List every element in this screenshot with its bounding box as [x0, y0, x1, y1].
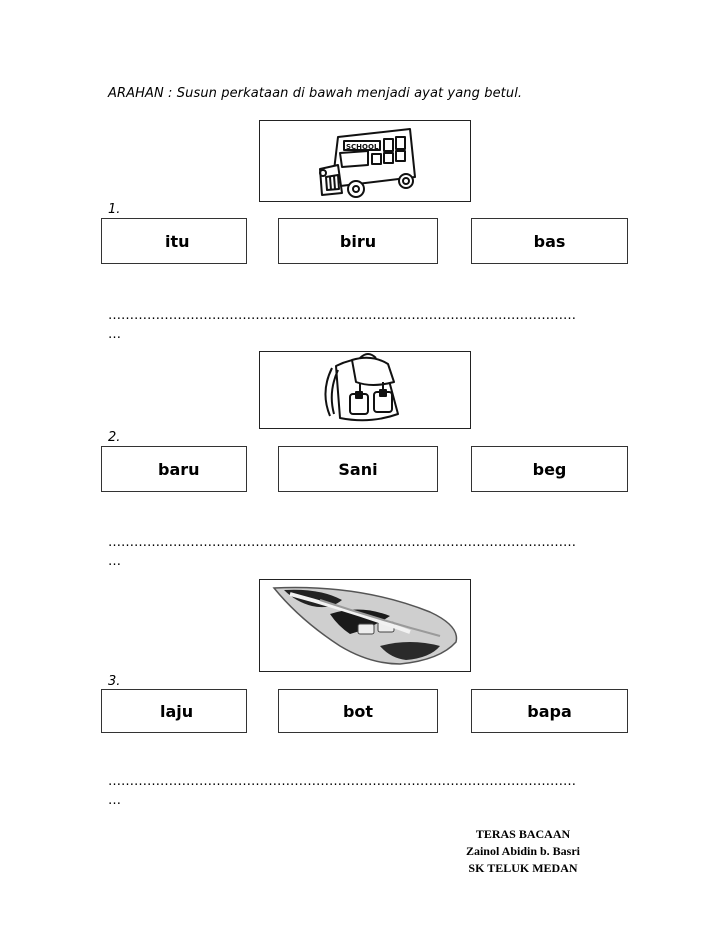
word-box-1-1: itu — [101, 218, 247, 264]
word-box-3-2: bot — [278, 689, 438, 733]
answer-line-1-row1: ……………………………………………………………………………………………… — [108, 308, 576, 323]
answer-line-1[interactable] — [108, 306, 576, 344]
question-number-1: 1. — [108, 202, 121, 217]
word-box-3-3: bapa — [471, 689, 628, 733]
picture-frame-2 — [259, 351, 471, 429]
question-number-3: 3. — [108, 674, 121, 689]
answer-line-2-row2: … — [108, 554, 121, 569]
boat-illustration — [260, 580, 470, 671]
word-box-1-2: biru — [278, 218, 438, 264]
footer-author: Zainol Abidin b. Basri — [465, 844, 581, 858]
word-box-2-3: beg — [471, 446, 628, 492]
answer-line-2-row1: ……………………………………………………………………………………………… — [108, 535, 576, 550]
word-box-1-3: bas — [471, 218, 628, 264]
word-box-3-1: laju — [101, 689, 247, 733]
picture-frame-3 — [259, 579, 471, 672]
answer-line-3[interactable] — [108, 772, 576, 810]
footer-school: SK TELUK MEDAN — [468, 861, 578, 875]
instruction-text: ARAHAN : Susun perkataan di bawah menjadi ayat yang betul. — [108, 86, 523, 101]
school-bus-illustration — [260, 121, 470, 201]
backpack-illustration — [260, 352, 470, 428]
bus-sign-text: SCHOOL — [346, 143, 379, 151]
word-box-2-1: baru — [101, 446, 247, 492]
answer-line-3-row1: ……………………………………………………………………………………………… — [108, 774, 576, 789]
answer-line-1-row2: … — [108, 327, 121, 342]
answer-line-2[interactable] — [108, 533, 576, 571]
footer-title: TERAS BACAAN — [475, 827, 571, 841]
answer-line-3-row2: … — [108, 793, 121, 808]
question-number-2: 2. — [108, 430, 121, 445]
word-box-2-2: Sani — [278, 446, 438, 492]
picture-frame-1 — [259, 120, 471, 202]
author-credit — [462, 826, 584, 877]
